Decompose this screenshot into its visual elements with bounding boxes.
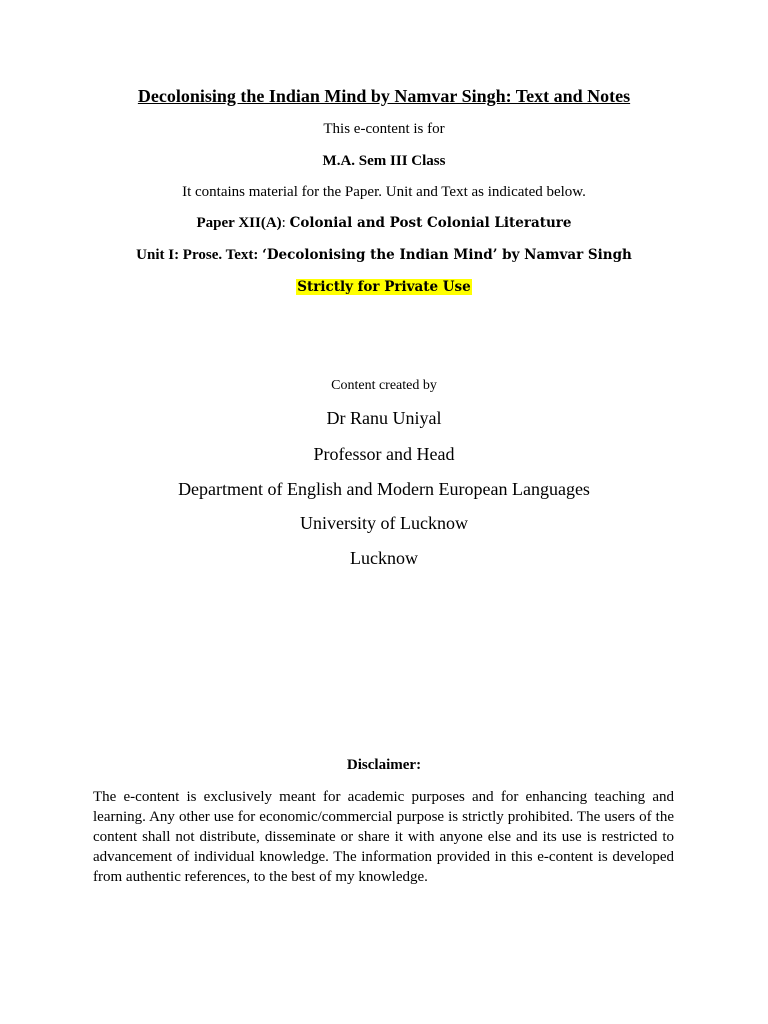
paper-separator: :: [281, 215, 290, 231]
unit-text: ‘Decolonising the Indian Mind’ by Namvar Singh: [262, 247, 632, 263]
intro-text: This e-content is for: [323, 121, 445, 137]
unit-line: [0, 247, 768, 264]
paper-line: [0, 215, 768, 232]
author-university: University of Lucknow: [300, 513, 468, 533]
disclaimer-heading: Disclaimer:: [346, 757, 422, 773]
author-department: Department of English and Modern European Languages: [178, 479, 590, 499]
disclaimer-body: The e-content is exclusively meant for academic purposes and for enhancing teaching and learning. Any other use for economic/commercial purpose is strictly prohibited. The users of the content shall not distribute, disseminate or share it with anyone else and its use is restricted to advancement of individual knowledge. The information provided in this e-content is developed from authentic references, to the best of my knowledge.: [93, 789, 674, 885]
contains-text: It contains material for the Paper. Unit and Text as indicated below.: [182, 184, 586, 200]
document-title: Decolonising the Indian Mind by Namvar Singh: Text and Notes: [137, 86, 631, 106]
private-use-highlight: Strictly for Private Use: [297, 279, 471, 295]
class-name: M.A. Sem III Class: [322, 153, 446, 169]
created-by-label: Content created by: [331, 378, 437, 393]
author-name: Dr Ranu Uniyal: [326, 408, 442, 428]
paper-name: Colonial and Post Colonial Literature: [289, 215, 572, 231]
private-use-notice: [0, 279, 768, 296]
author-city: Lucknow: [350, 548, 418, 568]
author-designation: Professor and Head: [313, 444, 455, 464]
paper-code: Paper XII(A): [196, 215, 282, 231]
unit-prefix: Unit I: Prose. Text:: [136, 247, 263, 263]
